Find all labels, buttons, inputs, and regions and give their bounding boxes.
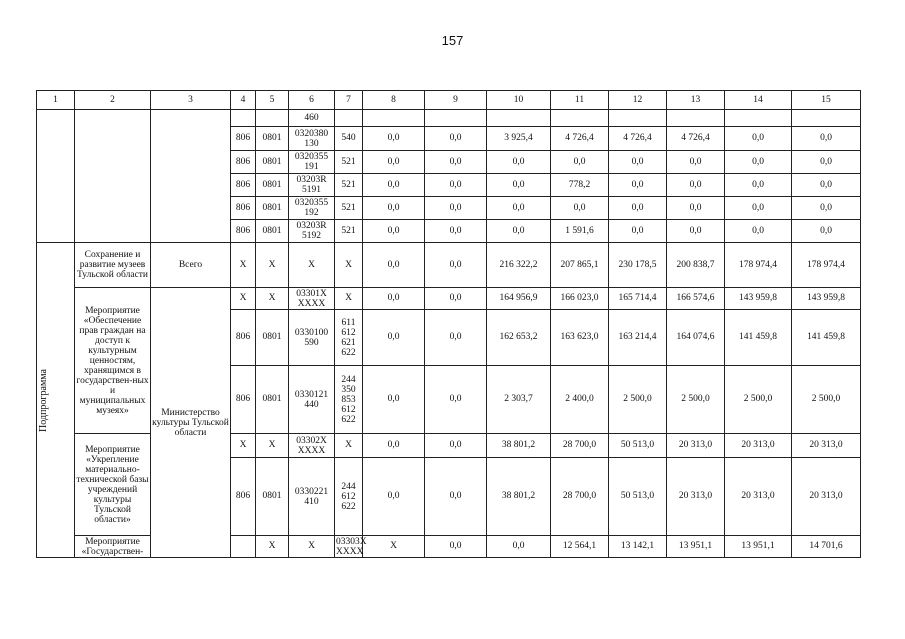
table-cell: 0,0 — [551, 151, 609, 174]
table-cell: 2 500,0 — [609, 366, 667, 434]
table-cell — [667, 110, 725, 127]
table-row — [37, 243, 861, 288]
table-cell: 0330100 590 — [289, 310, 335, 366]
table-cell: 0,0 — [667, 220, 725, 243]
table-cell: 50 513,0 — [609, 434, 667, 458]
table-cell: 0,0 — [425, 151, 487, 174]
table-cell: 540 — [335, 127, 363, 151]
table-cell: 12 564,1 — [551, 536, 609, 558]
table-cell: 806 — [231, 458, 256, 536]
table-cell: 0,0 — [487, 220, 551, 243]
table-cell: 0,0 — [363, 366, 425, 434]
table-cell: 0,0 — [487, 197, 551, 220]
table-cell: 0,0 — [363, 197, 425, 220]
column-header: 5 — [256, 91, 289, 110]
table-cell: X — [256, 536, 289, 558]
table-cell: 244 612 622 — [335, 458, 363, 536]
table-cell: 20 313,0 — [667, 458, 725, 536]
column-header: 1 — [37, 91, 75, 110]
table-cell: 163 214,4 — [609, 310, 667, 366]
table-cell: 0801 — [256, 366, 289, 434]
header-row — [37, 91, 861, 110]
table-cell: 0,0 — [363, 458, 425, 536]
column-header: 8 — [363, 91, 425, 110]
table-cell: 0,0 — [425, 197, 487, 220]
table-cell: 0,0 — [725, 220, 792, 243]
table-cell: 0320380 130 — [289, 127, 335, 151]
table-cell: 460 — [289, 110, 335, 127]
table-cell: 0,0 — [363, 310, 425, 366]
table-cell: 141 459,8 — [792, 310, 861, 366]
table-cell: 2 400,0 — [551, 366, 609, 434]
table-cell: 0801 — [256, 310, 289, 366]
table-cell: 806 — [231, 151, 256, 174]
table-cell: 4 726,4 — [609, 127, 667, 151]
table-cell: 0,0 — [363, 151, 425, 174]
table-cell: 28 700,0 — [551, 458, 609, 536]
table-cell: X — [256, 243, 289, 288]
table-cell: 0330221 410 — [289, 458, 335, 536]
table-cell: 0,0 — [363, 127, 425, 151]
table-cell: X — [335, 243, 363, 288]
column-header: 13 — [667, 91, 725, 110]
table-cell: 0,0 — [551, 197, 609, 220]
table-cell: 165 714,4 — [609, 288, 667, 310]
table-cell: 166 023,0 — [551, 288, 609, 310]
table-cell: Мероприятие «Обеспечение прав граждан на доступ к культурным ценностям, хранящимся в государствен-ных и муниципальных музеях» — [75, 288, 151, 434]
subprogram-cell — [37, 243, 75, 558]
table-cell: 216 322,2 — [487, 243, 551, 288]
table-cell: 20 313,0 — [725, 458, 792, 536]
table-cell: 0,0 — [792, 197, 861, 220]
table-cell: 207 865,1 — [551, 243, 609, 288]
table-cell: 0,0 — [425, 220, 487, 243]
page-number: 157 — [441, 33, 464, 48]
table-cell: 2 500,0 — [667, 366, 725, 434]
table-cell: 20 313,0 — [667, 434, 725, 458]
table-cell: 14 701,6 — [792, 536, 861, 558]
column-header: 11 — [551, 91, 609, 110]
table-cell: 0801 — [256, 127, 289, 151]
table-cell — [551, 110, 609, 127]
table-cell: 0,0 — [792, 174, 861, 197]
table-cell: 141 459,8 — [725, 310, 792, 366]
table-cell: 521 — [335, 151, 363, 174]
table-cell: 164 956,9 — [487, 288, 551, 310]
table-cell: 143 959,8 — [725, 288, 792, 310]
table-cell: 0,0 — [792, 151, 861, 174]
table-cell: 0320355 191 — [289, 151, 335, 174]
table-cell: 0,0 — [425, 127, 487, 151]
table-cell: 4 726,4 — [667, 127, 725, 151]
table-cell — [425, 110, 487, 127]
table-cell: 0,0 — [425, 366, 487, 434]
table-cell: X — [363, 536, 425, 558]
table-cell: 0,0 — [363, 288, 425, 310]
table-cell: 20 313,0 — [725, 434, 792, 458]
column-header: 10 — [487, 91, 551, 110]
table-cell: X — [231, 434, 256, 458]
column-header: 14 — [725, 91, 792, 110]
table-cell: 0,0 — [425, 288, 487, 310]
table-cell: 230 178,5 — [609, 243, 667, 288]
table-cell: 03203R 5192 — [289, 220, 335, 243]
table-cell — [335, 110, 363, 127]
table-cell: 4 726,4 — [551, 127, 609, 151]
table-cell: 0,0 — [792, 220, 861, 243]
table-cell: 0,0 — [609, 151, 667, 174]
table-cell: X — [289, 536, 335, 558]
table-cell: Мероприятие «Государствен- — [75, 536, 151, 558]
table-cell: 0,0 — [425, 243, 487, 288]
table-cell: 164 074,6 — [667, 310, 725, 366]
table-cell: 0,0 — [609, 197, 667, 220]
column-header: 15 — [792, 91, 861, 110]
column-header: 12 — [609, 91, 667, 110]
table-cell: 0,0 — [487, 174, 551, 197]
table-cell: 0,0 — [725, 151, 792, 174]
table-cell: 13 951,1 — [725, 536, 792, 558]
table-cell: 178 974,4 — [725, 243, 792, 288]
table-cell: Сохранение и развитие музеев Тульской области — [75, 243, 151, 288]
table-cell: 0,0 — [363, 220, 425, 243]
table-cell: 778,2 — [551, 174, 609, 197]
table-row — [37, 110, 861, 127]
table-cell — [256, 110, 289, 127]
table-cell — [231, 110, 256, 127]
table-cell: 0,0 — [363, 174, 425, 197]
table-cell: X — [231, 243, 256, 288]
table-cell — [363, 110, 425, 127]
table-cell — [75, 110, 151, 243]
table-cell: Мероприятие «Укрепление материально-технической базы учреждений культуры Тульской области» — [75, 434, 151, 536]
column-header: 2 — [75, 91, 151, 110]
table-cell: 0801 — [256, 197, 289, 220]
table-cell: 38 801,2 — [487, 434, 551, 458]
table-cell: 0,0 — [725, 197, 792, 220]
column-header: 9 — [425, 91, 487, 110]
table-cell: 20 313,0 — [792, 434, 861, 458]
table-cell: 163 623,0 — [551, 310, 609, 366]
budget-table — [36, 90, 861, 558]
table-cell: 0,0 — [609, 220, 667, 243]
table-cell: Всего — [151, 243, 231, 288]
table-cell: 521 — [335, 220, 363, 243]
table-cell: 0,0 — [425, 434, 487, 458]
table-cell: 2 500,0 — [792, 366, 861, 434]
table-cell: 0,0 — [667, 151, 725, 174]
table-cell: 1 591,6 — [551, 220, 609, 243]
table-cell: 3 925,4 — [487, 127, 551, 151]
table-cell: 200 838,7 — [667, 243, 725, 288]
table-cell: X — [335, 434, 363, 458]
table-cell: 0,0 — [363, 243, 425, 288]
table-cell: 0801 — [256, 458, 289, 536]
table-cell: 0,0 — [425, 458, 487, 536]
table-cell: 806 — [231, 174, 256, 197]
table-cell: 03303X XXXX — [336, 536, 367, 557]
table-cell: 0801 — [256, 151, 289, 174]
table-cell: 178 974,4 — [792, 243, 861, 288]
table-cell: 611 612 621 622 — [335, 310, 363, 366]
table-cell: X — [335, 288, 363, 310]
table-cell: 143 959,8 — [792, 288, 861, 310]
table-cell: 2 303,7 — [487, 366, 551, 434]
table-cell: 03203R 5191 — [289, 174, 335, 197]
table-cell: 806 — [231, 220, 256, 243]
table-cell: 806 — [231, 366, 256, 434]
table-cell: 38 801,2 — [487, 458, 551, 536]
table-cell: 03301X XXXX — [289, 288, 335, 310]
column-header: 6 — [289, 91, 335, 110]
table-cell — [725, 110, 792, 127]
table-cell: 806 — [231, 127, 256, 151]
subprogram-label: Подпрограмма — [38, 368, 49, 432]
table-cell: 50 513,0 — [609, 458, 667, 536]
table-cell: X — [256, 434, 289, 458]
table-cell: 03302X XXXX — [289, 434, 335, 458]
table-cell: 0320355 192 — [289, 197, 335, 220]
table-cell: 0,0 — [425, 536, 487, 558]
table-cell: 244 350 853 612 622 — [335, 366, 363, 434]
table-cell: 0,0 — [425, 310, 487, 366]
table-cell: 0,0 — [667, 174, 725, 197]
table-cell: 806 — [231, 197, 256, 220]
table-cell: 162 653,2 — [487, 310, 551, 366]
table-cell: 0,0 — [725, 127, 792, 151]
table-cell: 806 — [231, 310, 256, 366]
table-cell: 13 142,1 — [609, 536, 667, 558]
column-header: 7 — [335, 91, 363, 110]
column-header: 3 — [151, 91, 231, 110]
table-cell — [609, 110, 667, 127]
table-cell: 521 — [335, 174, 363, 197]
table-cell: 0,0 — [487, 536, 551, 558]
table-cell — [37, 110, 75, 243]
table-cell: 0,0 — [425, 174, 487, 197]
table-cell — [792, 110, 861, 127]
table-cell: 0,0 — [363, 434, 425, 458]
table-cell: 0,0 — [792, 127, 861, 151]
table-cell: 0,0 — [609, 174, 667, 197]
table-cell — [231, 536, 256, 558]
table-cell: Министерство культуры Тульской области — [151, 288, 231, 558]
table-cell: 166 574,6 — [667, 288, 725, 310]
table-cell: X — [256, 288, 289, 310]
table-cell: 13 951,1 — [667, 536, 725, 558]
table-cell: 0801 — [256, 174, 289, 197]
table-cell: 0801 — [256, 220, 289, 243]
table-cell: 0330121 440 — [289, 366, 335, 434]
table-cell — [487, 110, 551, 127]
table-row — [37, 288, 861, 310]
table-cell: 2 500,0 — [725, 366, 792, 434]
table-cell: 28 700,0 — [551, 434, 609, 458]
table-cell: X — [231, 288, 256, 310]
column-header: 4 — [231, 91, 256, 110]
table-cell — [151, 110, 231, 243]
table-cell: 0,0 — [487, 151, 551, 174]
table-cell: 0,0 — [725, 174, 792, 197]
table-cell: 0,0 — [667, 197, 725, 220]
table-cell: X — [289, 243, 335, 288]
table-cell: 20 313,0 — [792, 458, 861, 536]
table-cell: 521 — [335, 197, 363, 220]
